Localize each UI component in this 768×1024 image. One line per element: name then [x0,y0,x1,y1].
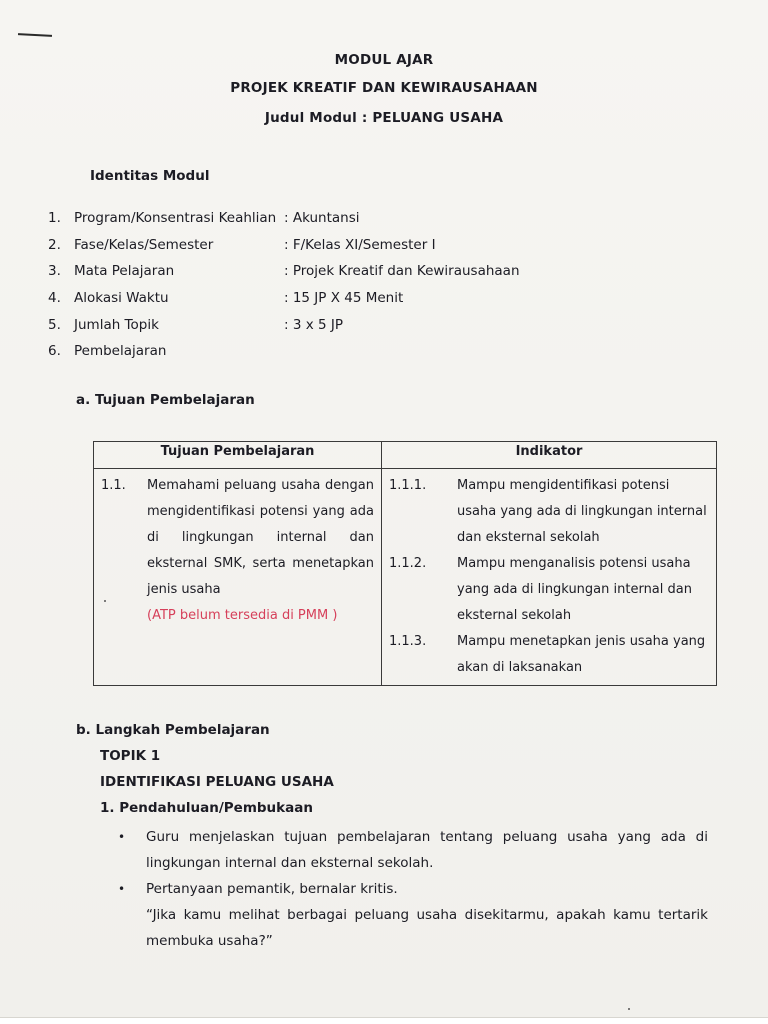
scan-speck [628,1008,630,1010]
langkah-heading: b. Langkah Pembelajaran [76,722,270,738]
item-number: 5. [48,316,61,333]
identitas-item [48,205,608,232]
column-header: Indikator [382,442,717,469]
question-intro: Pertanyaan pemantik, bernalar kritis. [146,881,398,897]
identitas-heading: Identitas Modul [90,168,210,184]
item-number: 6. [48,343,61,360]
item-label: Jumlah Topik [74,316,159,333]
pendahuluan-heading: 1. Pendahuluan/Pembukaan [100,800,313,816]
item-label: Program/Konsentrasi Keahlian [74,210,277,227]
indikator-number: 1.1.2. [389,556,427,571]
topik-title: IDENTIFIKASI PELUANG USAHA [100,774,334,790]
item-label: Pembelajaran [74,343,167,360]
item-label: Alokasi Waktu [74,290,169,307]
list-item-text: Guru menjelaskan tujuan pembelajaran tentang peluang usaha yang ada di lingkungan internal dan eksternal sekolah. [146,829,708,871]
doc-title: MODUL AJAR [334,52,434,68]
doc-module-title: Judul Modul : PELUANG USAHA [264,110,504,126]
atp-note: (ATP belum tersedia di PMM ) [147,608,338,623]
list-item [118,824,708,876]
identitas-list [48,205,608,365]
indikator-item [389,551,709,629]
identitas-item [48,285,608,312]
item-number: 2. [48,236,61,253]
identitas-item [48,232,608,259]
item-label: Mata Pelajaran [74,263,175,280]
indikator-text: Mampu menetapkan jenis usaha yang akan di laksanakan [457,634,706,675]
indikator-item [389,629,709,681]
item-number: 1. [48,210,61,227]
indikator-cell [382,469,717,686]
topik-label: TOPIK 1 [100,748,161,764]
topik-block [100,748,160,774]
table-header-row [94,442,717,469]
tujuan-table [93,441,717,686]
item-label: Fase/Kelas/Semester [74,236,214,253]
indikator-number: 1.1.1. [389,478,427,493]
indikator-text: Mampu menganalisis potensi usaha yang ada di lingkungan internal dan eksternal sekolah [457,556,692,623]
tujuan-heading: a. Tujuan Pembelajaran [76,392,255,408]
item-value: : 15 JP X 45 Menit [284,290,404,307]
item-value: : Projek Kreatif dan Kewirausahaan [284,263,520,280]
indikator-text: Mampu mengidentifikasi potensi usaha yang ada di lingkungan internal dan eksternal sekolah [457,478,707,545]
identitas-item [48,338,608,365]
column-header: Tujuan Pembelajaran [94,442,382,469]
scan-mark [18,33,52,37]
question-text: “Jika kamu melihat berbagai peluang usaha disekitarmu, apakah kamu tertarik membuka usaha?” [146,907,708,949]
indikator-item [389,473,709,551]
indikator-number: 1.1.3. [389,634,427,649]
item-value: : 3 x 5 JP [284,316,344,333]
tujuan-cell [94,469,382,686]
table-row [94,469,717,686]
bullet-icon: • [118,830,126,844]
scan-speck [104,600,106,602]
identitas-item [48,258,608,285]
item-value: : F/Kelas XI/Semester I [284,236,436,253]
list-item [118,876,708,954]
bullet-icon: • [118,882,126,896]
page-bottom-edge [0,1017,768,1024]
tujuan-number: 1.1. [101,478,126,493]
item-number: 4. [48,290,61,307]
identitas-item [48,311,608,338]
tujuan-text: Memahami peluang usaha dengan mengidentifikasi potensi yang ada di lingkungan internal dan eksternal SMK, serta menetapkan jenis usaha [147,478,374,597]
item-value: : Akuntansi [284,210,360,227]
doc-subject: PROJEK KREATIF DAN KEWIRAUSAHAAN [230,80,538,96]
list-item-text [146,876,708,954]
item-number: 3. [48,263,61,280]
pendahuluan-list [118,824,708,954]
